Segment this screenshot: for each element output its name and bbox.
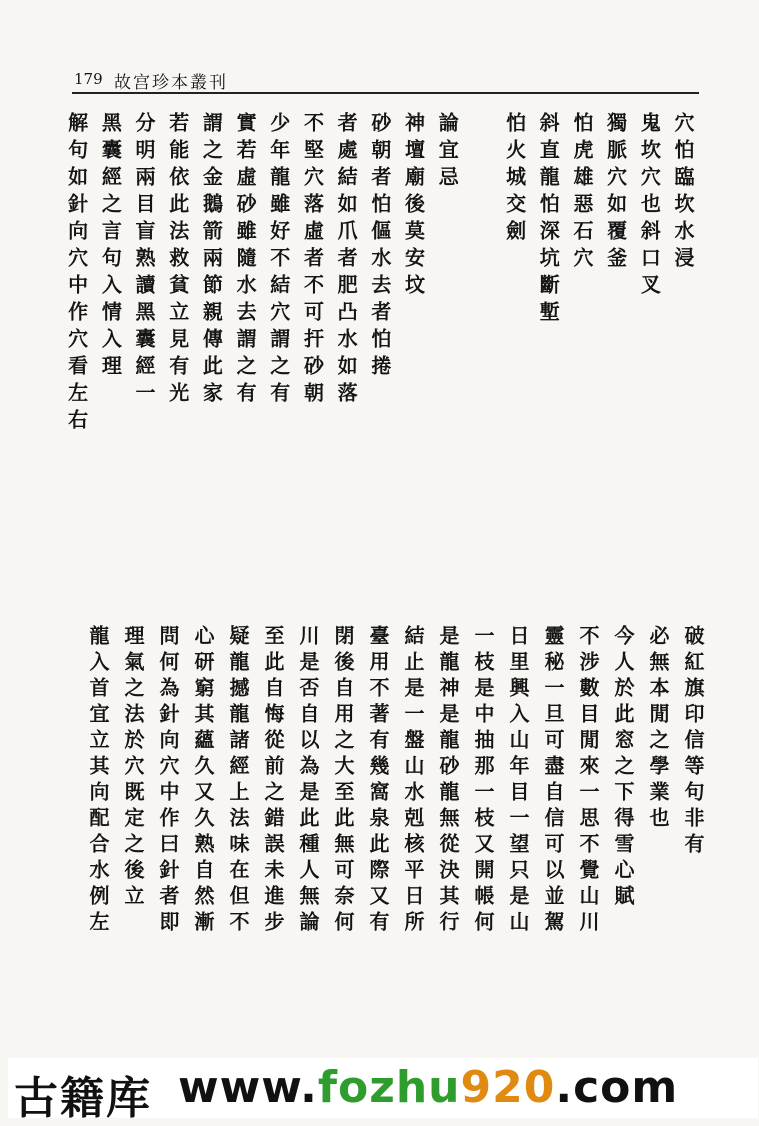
text-column: 者處結如爪者肥凸水如落: [334, 112, 359, 409]
top-text-block: [60, 112, 700, 552]
text-column: 分明兩目盲熟讀黑囊經一: [132, 112, 156, 409]
text-column: 鬼坎穴也斜口叉: [637, 112, 662, 301]
text-column: 日里興入山年目一望只是山: [506, 625, 530, 937]
text-column: 破紅旗印信等句非有: [681, 625, 705, 859]
bottom-text-block: [60, 625, 710, 1055]
text-column: 獨脈穴如覆釜: [603, 112, 628, 274]
watermark-url-prefix: www.: [178, 1062, 318, 1113]
header-rule: [72, 92, 699, 94]
text-column: 至此自悔從前之錯誤未進步: [261, 625, 285, 937]
page-number: 179: [74, 70, 103, 88]
text-column: 黑囊經之言句入情入理: [98, 112, 123, 382]
text-column: 穴怕臨坎水浸: [671, 112, 695, 274]
text-column: 解句如針向穴中作穴看左右: [64, 112, 89, 436]
watermark-site-name: 古籍库: [14, 1073, 152, 1124]
text-column: 怕火城交劍: [502, 112, 527, 247]
text-column: 怕虎雄惡石穴: [569, 112, 594, 274]
text-column: 心研窮其蘊久又久熟自然漸: [191, 625, 215, 937]
text-column: 臺用不著有幾窩泉此際又有: [366, 625, 390, 937]
text-column: 砂朝者怕傴水去者怕捲: [367, 112, 392, 382]
text-column: 實若虛砂雖隨水去謂之有: [233, 112, 258, 409]
text-column: 結止是一盤山水剋核平日所: [401, 625, 425, 937]
text-column: 若能依此法救貧立見有光: [165, 112, 190, 409]
text-column: 不涉數目閒來一思不覺山川: [576, 625, 600, 937]
text-column: 龍入首宜立其向配合水例左: [86, 625, 110, 937]
text-column: 少年龍雖好不結穴謂之有: [266, 112, 291, 409]
section-heading: 論宜忌: [435, 112, 460, 193]
watermark-url-suffix: .com: [555, 1062, 679, 1113]
text-column: 一枝是中抽那一枝又開帳何: [471, 625, 495, 937]
site-watermark: [8, 1058, 758, 1124]
text-column: 謂之金鵝箭兩節親傳此家: [199, 112, 224, 409]
text-column: 是龍神是龍砂龍無從決其行: [436, 625, 460, 937]
text-column: 今人於此窓之下得雪心賦: [611, 625, 635, 911]
book-title: 故宫珍本叢刊: [114, 73, 228, 93]
text-column: 閉後自用之大至此無可奈何: [331, 625, 355, 937]
text-column: 疑龍撼龍諸經上法味在但不: [226, 625, 250, 937]
text-column: 理氣之法於穴既定之後立: [121, 625, 145, 911]
watermark-url-name: fozhu: [317, 1062, 461, 1113]
watermark-url: [178, 1062, 678, 1113]
text-column: 必無本閒之學業也: [646, 625, 670, 833]
text-column: 斜直龍怕深坑斷塹: [536, 112, 561, 328]
text-column: 神壇廟後莫安坟: [401, 112, 426, 301]
text-column: 不堅穴落虛者不可扞砂朝: [300, 112, 325, 409]
watermark-url-number: 920: [460, 1062, 556, 1113]
text-column: 問何為針向穴中作曰針者即: [156, 625, 180, 937]
text-column: 川是否自以為是此種人無論: [296, 625, 320, 937]
text-column: 靈秘一旦可盡自信可以並駕: [541, 625, 565, 937]
page-header: [74, 66, 699, 92]
text-column: [464, 112, 498, 552]
